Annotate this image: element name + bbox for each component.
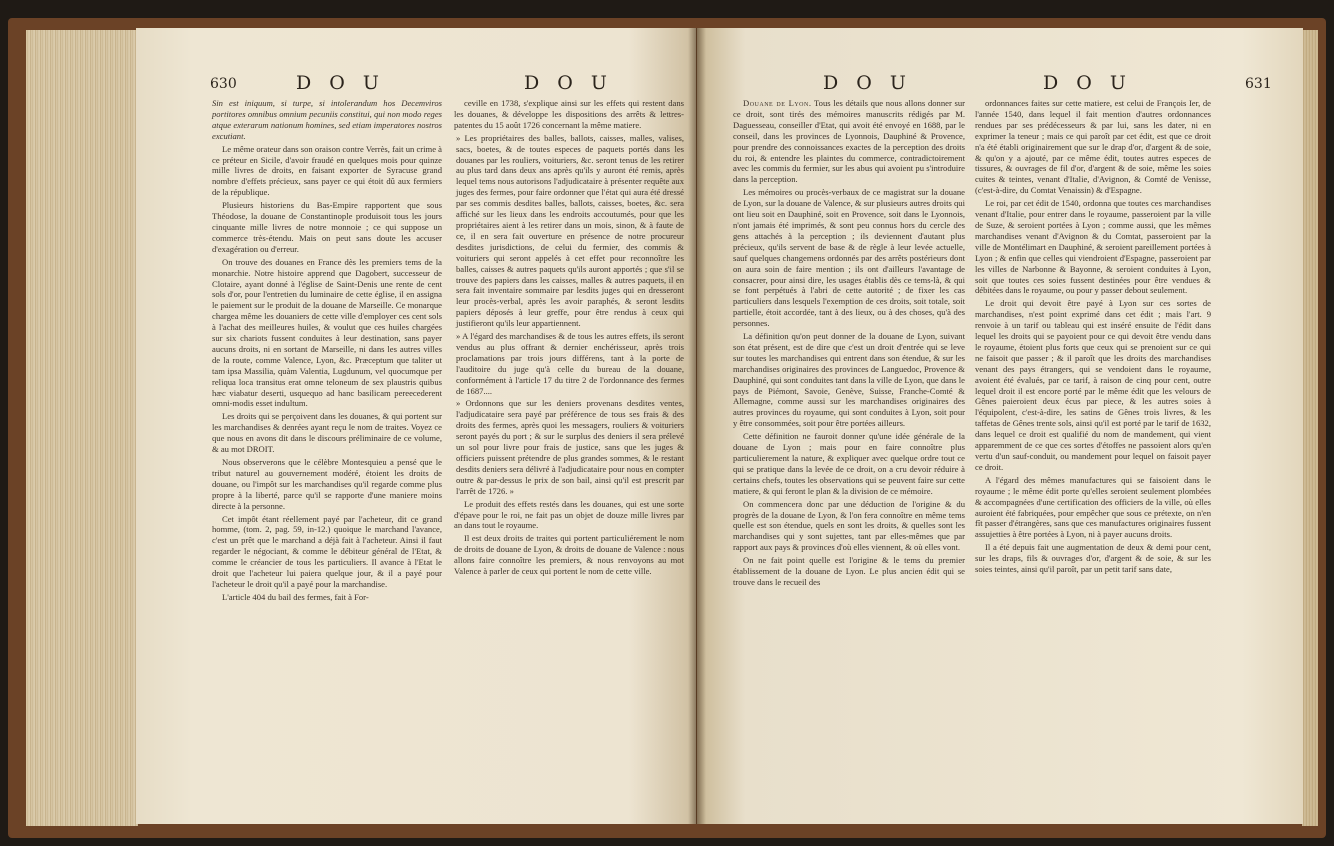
section-heading: Douane de Lyon. xyxy=(743,98,812,108)
left-column-1 xyxy=(212,98,442,818)
paragraph: Cette définition ne fauroit donner qu'une idée générale de la douane de Lyon ; mais pour en faire connoître plus particulierement la nature, & expliquer avec quelque ordre tout ce qui se pratique dans la levée de ce droit, on a cru devoir réduire à certains chefs, toutes les observations qui se peuvent faire sur cette matiere, & qui feront le plan & la division de ce mémoire. xyxy=(733,431,965,496)
right-running-head-2: D O U xyxy=(1043,72,1132,94)
paragraph: Les droits qui se perçoivent dans les douanes, & qui portent sur les marchandises & denrées ayant reçu le nom de traites. Voyez ce que nous en avons dit dans le discours préliminaire de ce volume, & au mot DROIT. xyxy=(212,411,442,455)
paragraph: ceville en 1738, s'explique ainsi sur les effets qui restent dans les douanes, & développe les dispositions des arrêts & lettres-patentes du 15 août 1726 concernant la même matiere. xyxy=(454,98,684,130)
paragraph: L'article 404 du bail des fermes, fait à For- xyxy=(222,591,369,602)
paragraph xyxy=(733,98,965,185)
left-running-head-2: D O U xyxy=(524,72,613,94)
paragraph: Il est deux droits de traites qui portent particuliérement le nom de droits de douane de Lyon, & droits de douane de Valence : nous allons faire connoître les premiers, & nous renvoyons au mot Valence à parler de ceux qui portent le nom de cette ville. xyxy=(454,533,684,577)
paragraph: Il a été depuis fait une augmentation de deux & demi pour cent, sur les draps, fils & ouvrages d'or, d'argent & de soie, & sur les soies teintes, ainsi qu'il paroît, par un petit tarif sans date, xyxy=(975,542,1211,575)
paragraph: Nous observerons que le célèbre Montesquieu a pensé que le tribut naturel au gouvernement modéré, étoient les droits de douane, ou l'impôt sur les marchandises qu'il regarde comme plus propre à la liberté, parce qu'il se rapporte d'une maniere moins directe à la personne. xyxy=(212,457,442,511)
paragraph: » Les propriétaires des balles, ballots, caisses, malles, valises, sacs, boetes, & de toutes especes de paquets portés dans les douanes par les rouliers, voituriers, &c. seront tenus de les retirer au plus tard dans deux ans après qu'ils y auront été remis, après lequel tems nous autorisons l'adjudicataire à présenter requête aux juges des fermes, pour faire ordonner que l'état qui aura été dressé par ses commis desdites balles, ballots, caisses, boetes, &c. sera affiché sur les lieux dans les endroits accoutumés, pour que les propriétaires aient à les retirer dans un mois, sinon, & à faute de ce, il en sera fait ouverture en présence de notre procureur desdites jurisdictions, de celui du fermier, des commis & voituriers qui seront appelés à cet effet pour reconnoître les balles, caisses & autres paquets qu'ils auront apportés ; que s'il se trouve des papiers dans les caisses, malles & autres paquets, il en sera fait inventaire sommaire par lesdits juges qui en dresseront leur procès-verbal, après les avoir paraphés, & seront lesdits papiers déposés à leur greffe, pour être rendus à ceux qui justifieront qu'ils leur appartiennent. xyxy=(454,133,684,329)
paragraph: Le droit qui devoit être payé à Lyon sur ces sortes de marchandises, n'est point exprimé dans cet édit ; mais l'art. 9 renvoie à un tarif ou tableau qui est inséré ensuite de l'édit dans lequel les droits qui se payoient pour ce qui devoit être vendu dans le royaume, étoient plus forts que ceux qui se prenoient sur ce qui ne faisoit que passer ; & il paroît que les droits des marchandises venant des pays étrangers, qui se vendoient dans le royaume, avoient été évalués, par ce tarif, à raison de cinq pour cent, outre lequel droit il est encore porté par le même édit que les velours de Gênes paieroient deux écus par piece, & les autres soies à l'équipolent, c'est-à-dire, les satins de Gênes trois livres, & les taffetas de Gênes trente sols, ainsi qu'il est porté par le tarif de 1632, dans lequel ce droit est qualifié du nom de mandement, qui vient apparemment de ce que ces sortes d'étoffes ne passoient alors qu'en vertu d'un sauf-conduit, ou mandement pour lequel on faisoit payer ce droit. xyxy=(975,298,1211,472)
left-page-number: 630 xyxy=(210,76,237,92)
right-running-head-1: D O U xyxy=(823,72,912,94)
paragraph: » A l'égard des marchandises & de tous les autres effets, ils seront vendus au plus offrant & dernier enchérisseur, après trois proclamations par trois jours différens, tant à la porte de l'auditoire du juge qu'à celle du bureau de la douane, conformément à l'article 17 du titre 2 de l'ordonnance des fermes de 1687.... xyxy=(454,331,684,396)
paragraph: » Ordonnons que sur les deniers provenans desdites ventes, l'adjudicataire sera payé par préférence de tous ses frais & des droits des fermes, après quoi les messagers, rouliers & voituriers seront payés du port ; & sur le surplus des deniers il sera prélevé un sol pour livre pour frais de justice, sans que les juges & officiers puissent prétendre de plus grandes sommes, & le restant desdits deniers sera délivré à l'adjudicataire pour nous en compter outre & par-dessus le prix de son bail, ainsi qu'il est prescrit par l'arrêt de 1726. » xyxy=(454,398,684,496)
right-column-1 xyxy=(733,98,965,818)
paragraph: Les mémoires ou procès-verbaux de ce magistrat sur la douane de Lyon, sur la douane de Valence, & sur plusieurs autres droits qui ont lieu soit en Dauphiné, soit en Provence, soit dans le Lyonnois, n'ont jamais été imprimés, & sont peu connus hors du cercle des gens attachés à la perception ; ils deviennent d'autant plus précieux, qu'ils servent de base & de règle à leur levée actuelle, sauf quelques changemens ordonnés par des arrêts postérieurs dont on aura soin de faire mention ; ils ont d'ailleurs l'avantage de consacrer, pour ainsi dire, les usages établis dès ce tems-là, & qui se font perpétués à l'abri de cette autorité ; de fixer les cas particuliers dans lesquels l'exemption de ces droits, soit totale, soit partielle, étoit accordée, tant à des lieux, ou à des choses, qu'à des personnes. xyxy=(733,187,965,329)
paragraph: On ne fait point quelle est l'origine & le tems du premier établissement de la douane de Lyon. Le plus ancien édit qui se trouve dans le recueil des xyxy=(733,555,965,587)
paragraph: Plusieurs historiens du Bas-Empire rapportent que sous Théodose, la douane de Constantinople produisoit tous les jours cinquante mille livres de notre monnoie ; ce qui suppose un commerce très-étendu. Mais on peut sans doute les accuser d'exagération ou d'erreur. xyxy=(212,200,442,254)
page-edges-left xyxy=(26,30,138,826)
left-running-head-1: D O U xyxy=(296,72,385,94)
paragraph: Le même orateur dans son oraison contre Verrès, fait un crime à ce préteur en Sicile, d'avoir fraudé en quelques mois pour quinze mille livres de droits, en faisant exporter de Syracuse grand nombre d'effets précieux, sans payer ce qui étoit dû aux fermiers de la république. xyxy=(212,143,442,198)
paragraph: On trouve des douanes en France dès les premiers tems de la monarchie. Notre histoire apprend que Dagobert, successeur de Clotaire, ayant donné à l'église de Saint-Denis une rente de cent sols d'or, pour l'entretien du luminaire de cette église, il en assigna le paiement sur le produit de la douane de Marseille. Ce monarque chargea même les douaniers de cette ville d'employer ces cent sols à l'achat des meilleures huiles, & voulut que ces huiles chargées sur six chariots fussent conduites à leur destination, sans payer aucuns droits, ni en sortant de Marseille, ni dans les autres villes de la route, comme Valence, Lyon, &c. Præceptum que taliter ut tam ipsa Massilia, quàm Valentia, Lugdunum, vel quocumque per reliqua loca transitus erat omne teloneum de sex plaustris quibus hæc viabatur deserti, usquequo ad hanc basilicam pereecederent omni-modis esset indultum. xyxy=(212,256,442,409)
paragraph: Le produit des effets restés dans les douanes, qui est une sorte d'épave pour le roi, ne fait pas un objet de douze mille livres par an dans tout le royaume. xyxy=(454,498,684,531)
right-column-2 xyxy=(975,98,1211,818)
paragraph: La définition qu'on peut donner de la douane de Lyon, suivant son état présent, est de dire que c'est un droit d'entrée qui se leve sur toutes les marchandises qui entrent dans son étendue, & sur les marchandises originaires des provinces de Languedoc, Provence & Dauphiné, qui sont conduites tant dans la ville de Lyon, que dans le pays de Piémont, Savoie, Genève, Suisse, Franche-Comté & Allemagne, comme aussi sur les marchandises originaires des autres provinces du royaume, qui sont conduites à Lyon, soit pour y être consommées, soit pour être portées ailleurs. xyxy=(733,331,965,429)
left-page xyxy=(136,28,696,824)
paragraph: Cet impôt étant réellement payé par l'acheteur, dit ce grand homme, (tom. 2, pag. 59, in-12.) quoique le marchand l'avance, c'est un prêt que le marchand a déjà fait à l'acheteur. Ainsi il faut regarder le négociant, & comme le débiteur général de l'Etat, & comme le créancier de tous les particuliers. Il avance à l'Etat le droit que l'acheteur lui paiera quelque jour, & il a payé pour l'acheteur le droit qu'il a payé pour la marchandise. xyxy=(212,513,442,589)
paragraph-text: Tous les détails que nous allons donner sur ce droit, sont tirés des mémoires manuscrits rédigés par M. Daguesseau, conseiller d'Etat, qui avoit été envoyé en 1688, par le conseil, dans les provinces de Lyonnois, Dauphiné & Provence, pour prendre des connoissances exactes de la perception des droits du roi, & entendre les plaintes du commerce, contradictoirement avec les commis du fermier, sur les abus qui avoient pu s'introduire dans la perception. xyxy=(733,98,965,185)
paragraph: A l'égard des mêmes manufactures qui se faisoient dans le royaume ; le même édit porte qu'elles seroient seulement plombées & accompagnées d'une certification des officiers de la ville, où elles auroient été fabriquées, pour empêcher que sous ce prétexte, on n'en fît passer d'étrangères, sans que ces manufactures originaires fussent assujetties à être portées à Lyon, ni à payer aucuns droits. xyxy=(975,474,1211,540)
paragraph: Le roi, par cet édit de 1540, ordonna que toutes ces marchandises venant d'Italie, pour entrer dans le royaume, passeroient par la ville de Suze, & seroient portées à Lyon ; comme aussi, que les mêmes marchandises venant d'Avignon & du Comtat, passeroient par la ville de Montélimart en Dauphiné, & seroient pareillement portées à Lyon ; & enfin que celles qui viendroient d'Espagne, passeroient par les villes de Narbonne & Bayonne, & seroient conduites à Lyon, soit que toutes ces soies fussent destinées pour être vendues & débitées dans le royaume, ou pour y passer debout seulement. xyxy=(975,198,1211,296)
right-page xyxy=(697,28,1303,824)
right-page-number: 631 xyxy=(1245,76,1272,92)
page-edges-right xyxy=(1302,30,1318,826)
book-gutter xyxy=(688,28,706,824)
left-column-2 xyxy=(454,98,684,818)
paragraph: Sin est iniquum, si turpe, si intolerandum hos Decemviros portitores omnibus omnium pecuniis constitui, qui non modo reges atque exterarum nationum homines, sed etiam imperatores nostros excutiant. xyxy=(212,98,442,141)
paragraph: On commencera donc par une déduction de l'origine & du progrès de la douane de Lyon, & l'on fera connoître en même tems quelle est son étendue, quels en sont les droits, & quelles sont les marchandises qui y sont sujettes, tant par elles-mêmes que par rapport aux pays & provinces d'où elles viennent, & où elles vont. xyxy=(733,498,965,553)
paragraph: ordonnances faites sur cette matiere, est celui de François Ier, de l'année 1540, dans lequel il fait mention d'autres ordonnances rendues par ses prédécesseurs & par lui, sans les dater, ni en exprimer la teneur ; mais ce qui paroît par cet édit, est que ce droit n'a été établi originairement que sur le drap d'or, d'argent & de soie, & qu'on y a ajouté, par ce même édit, toutes autres especes de tissures, & ouvrages de fil d'or, d'argent & de soie, même les soies cuites & teintes, venant d'Italie, d'Avignon, & Comté de Venisse, (c'est-à-dire, du Comtat Venaissin) & d'Espagne. xyxy=(975,98,1211,196)
